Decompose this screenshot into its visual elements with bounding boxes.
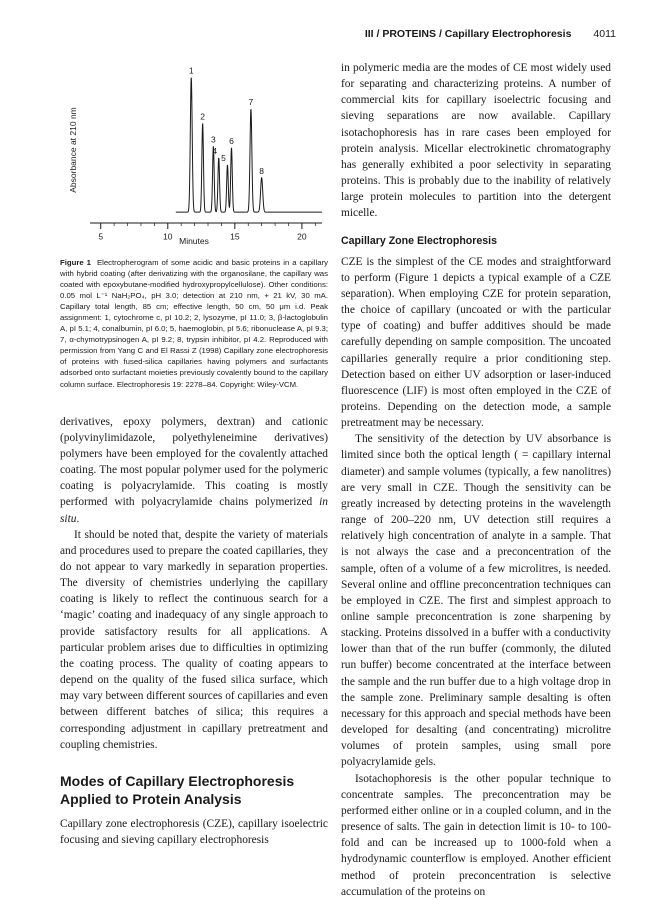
figure-caption [60, 257, 328, 390]
running-title: III / PROTEINS / Capillary Electrophoresis [364, 28, 572, 40]
left-body-text [60, 414, 328, 753]
x-tick-label: 20 [297, 231, 307, 242]
electropherogram-chart [60, 60, 328, 255]
paragraph: derivatives, epoxy polymers, dextran) and cationic (polyvinylimidazole, polyethyleneimine derivatives) polymers have been employed for the covalently attached coating. The most popular polymer used for the polymeric coating is polyacrylamide. This coating is mostly performed with polyacrylamide chains polymerized in situ. [60, 415, 328, 525]
paragraph: Isotachophoresis is the other popular technique to concentrate samples. The preconcentration may be performed either online or in a coupled column, and in the presence of salts. The gain in detection limit is 10- to 100-fold and can be increased up to 1000-fold when a hydrodynamic counterflow is employed. Another efficient method of protein preconcentration is selective accumulation of the proteins on [341, 772, 611, 898]
peak-label-7: 7 [248, 97, 254, 108]
paragraph: It should be noted that, despite the variety of materials and procedures used to prepare the coated capillaries, they do not appear to vary markedly in separation properties. The diversity of chemistries underlying the capillary coating is likely to reflect the continuous search for a ‘magic’ coating and inadequacy of any single approach to provide satisfactory results for all applications. A particular problem arises due to difficulties in optimizing the coating process. The quality of coating appears to depend on the quality of the fused silica surface, which may vary between different sources of capillaries and even between different batches of silica; this requires a corresponding adjustment in capillary pretreatment and coupling chemistries. [60, 528, 328, 751]
x-tick-label: 10 [163, 231, 173, 242]
x-axis-label: Minutes [179, 236, 209, 246]
peak-label-3: 3 [211, 134, 216, 145]
caption-label: Figure 1 [60, 258, 91, 267]
right-body-text-2 [341, 254, 611, 900]
figure-1 [60, 60, 328, 255]
y-axis-label: Absorbance at 210 nm [68, 107, 78, 193]
peak-label-2: 2 [200, 111, 206, 122]
x-tick-label: 5 [98, 231, 104, 242]
paragraph: CZE is the simplest of the CE modes and straightforward to perform (Figure 1 depicts a typical example of a CZE separation). When employing CZE for protein separation, the choice of capillary (uncoated or with the particular type of coating) and buffer additives should be made carefully depending on sample composition. The uncoated capillaries generally require a prior conditioning step. Detection based on either UV adsorption or laser-induced fluorescence (LIF) is most often employed in the CZE of proteins. Depending on the detection mode, a sample pretreatment may be necessary. [341, 255, 611, 430]
subsection-heading: Capillary Zone Electrophoresis [341, 234, 498, 247]
paragraph: Capillary zone electrophoresis (CZE), capillary isoelectric focusing and sieving capillary electrophoresis [60, 817, 328, 846]
peak-label-4: 4 [212, 145, 218, 156]
caption-text: Electropherogram of some acidic and basic proteins in a capillary with hybrid coating (after derivatizing with the organosilane, the capillary was coated with epoxybutane-modified hydroxypropylcellulose). Other conditions: 0.05 mol L⁻¹ NaH₂PO₄, pH 3.0; detection at 210 nm, + 21 kV, 30 mA. Capillary total length, 85 cm; effective length, 50 cm, 50 μm i.d. Peak assignment: 1, cytochrome c, pI 10.2; 2, lysozyme, pI 11.0; 3, β-lactoglobulin A, pI 5.1; 4, conalbumin, pI 6.0; 5, haemoglobin, pI 5.6; ribonuclease A, pI 9.3; 7, α-chymotrypsinogen A, pI 9.2; 8, trypsin inhibitor, pI 4.2. Reproduced with permission from Yang C and El Rassi Z (1998) Capillary zone electrophoresis of proteins with fused-silica capillaries having polymers and surfactants adsorbed onto surfactant moieties previously covalently bound to the capillary column surface. Electrophoresis 19: 2278–84. Copyright: Wiley-VCM. [60, 258, 328, 389]
right-body-text [341, 60, 611, 222]
paragraph: The sensitivity of the detection by UV absorbance is limited since both the optical length ( = capillary internal diameter) and sample volumes (typically, a few nanolitres) are very small in CZE. Though the sensitivity can be greatly increased by detecting proteins in the wavelength range of 200–220 nm, UV detection still requires a relatively high concentration of analyte in a sample. That is not always the case and a preconcentration of the sample, often of a volume of a few microlitres, is needed. Several online and offline preconcentration techniques can be employed in CZE. The first and simplest approach to online sample preconcentration is zone sharpening by stacking. Proteins dissolved in a buffer with a conductivity lower than that of the run buffer (commonly, the diluted run buffer) become concentrated at the interface between the sample and the run buffer due to a high voltage drop in the sample zone. Preliminary sample desalting is often necessary for this approach and special methods have been developed for desalting (and concentrating) microlitre volumes of protein samples, using small pore polyacrylamide gels. [341, 433, 611, 769]
peak-label-1: 1 [188, 65, 194, 76]
peak-label-6: 6 [229, 135, 234, 146]
left-body-text-2 [60, 816, 328, 848]
paragraph: in polymeric media are the modes of CE most widely used for separating and characterizing proteins. A number of commercial kits for capillary isoelectric focusing and sieving separations are now available. Capillary isotachophoresis has in rare cases been employed for protein analysis. Micellar electrokinetic chromatography has generally exhibited a poor selectivity in separating proteins. This is probably due to the inability of relatively large protein molecules to partition into the detergent micelle. [341, 62, 611, 220]
page-number: 4011 [593, 28, 616, 40]
x-tick-label: 15 [230, 231, 240, 242]
peak-label-8: 8 [259, 165, 265, 176]
running-header [60, 28, 616, 44]
left-column [60, 60, 328, 848]
peak-label-5: 5 [221, 152, 226, 163]
right-column [341, 60, 611, 900]
section-heading: Modes of Capillary Electrophoresis Applied to Protein Analysis [60, 772, 295, 807]
